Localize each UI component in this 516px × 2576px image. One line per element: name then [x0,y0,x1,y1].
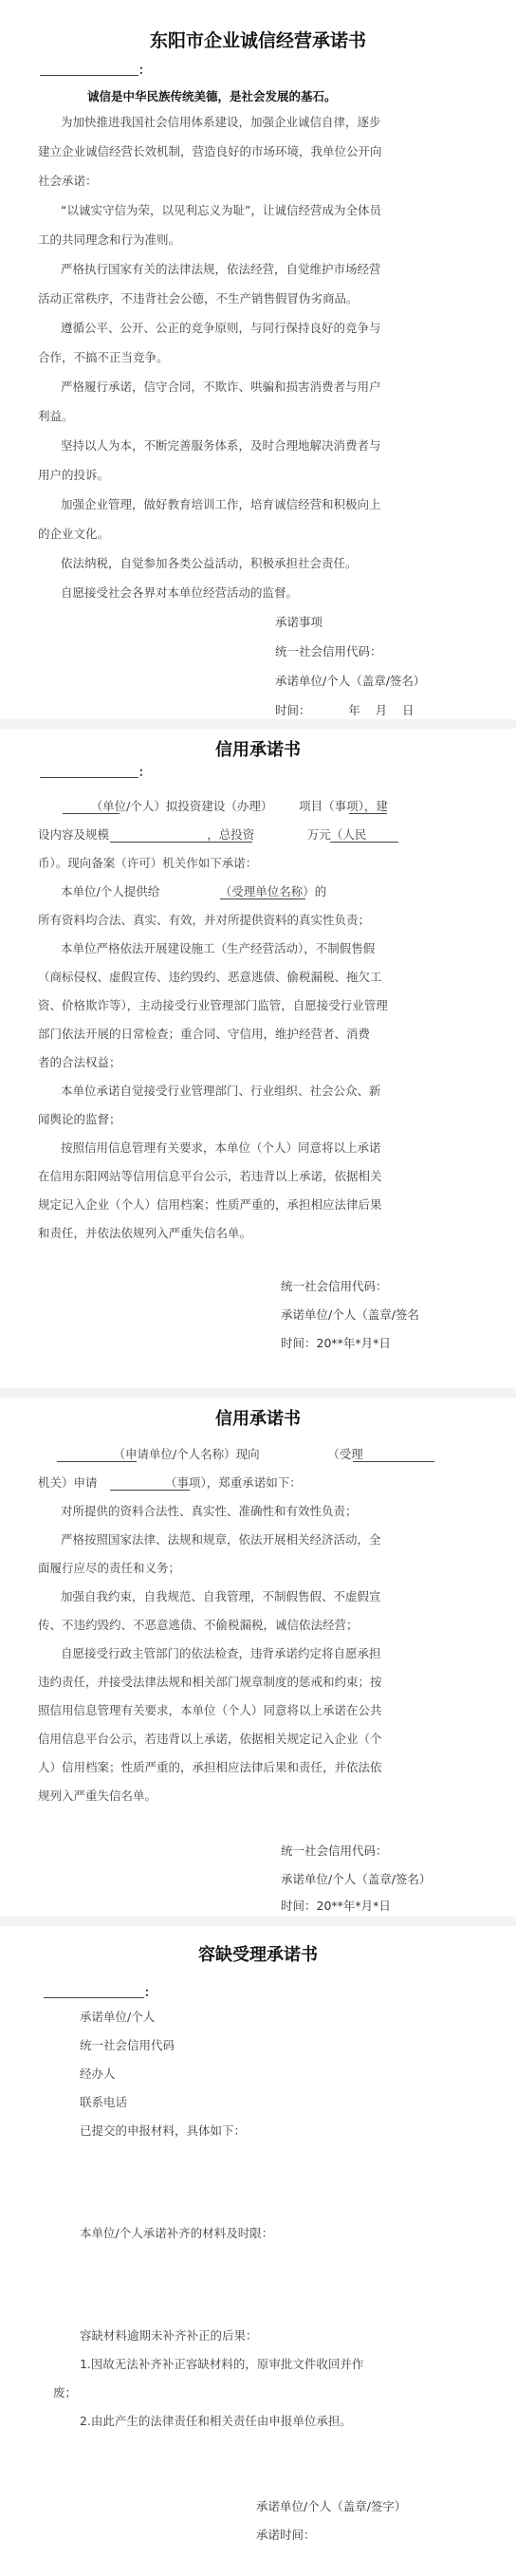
section2-line-7: 资、价格欺诈等），主动接受行业管理部门监管，自愿接受行业管理 [38,998,388,1012]
section2-line-11: 闻舆论的监督； [38,1112,121,1126]
section-integrity-pledge [0,0,516,719]
section1-sign-matter: 承诺事项 [275,615,323,629]
section4-line-1: 统一社会信用代码 [80,2038,175,2052]
section1-line-13: 用户的投诉。 [38,468,110,482]
section3-sign-credit-code: 统一社会信用代码： [281,1844,388,1858]
section2-addressee-colon: ： [138,765,151,779]
section4-line-0: 承诺单位/个人 [80,2010,156,2024]
section1-line-1: 为加快推进我国社会信用体系建设，加强企业诚信自律，逐步 [61,115,381,129]
section2-line-2: 币）。现向备案（许可）机关作如下承诺： [38,856,258,870]
section-credit-pledge-application [0,1398,516,1917]
section2-blank-project [349,813,387,814]
section1-line-17: 自愿接受社会各界对本单位经营活动的监督。 [61,585,299,600]
section3-line-1: 机关）申请 （事项），郑重承诺如下： [38,1475,302,1490]
section4-addressee-colon: ： [144,1985,157,1999]
section2-sign-unit: 承诺单位/个人（盖章/签名 [281,1307,419,1322]
section4-title: 容缺受理承诺书 [198,1945,318,1965]
section1-line-8: 遵循公平、公开、公正的竞争原则，与同行保持良好的竞争与 [61,321,381,335]
section4-line-8: 废； [53,2385,78,2400]
section2-sign-credit-code: 统一社会信用代码： [281,1279,388,1293]
section1-line-15: 的企业文化。 [38,527,110,541]
section4-line-2: 经办人 [80,2066,116,2081]
section3-sign-unit: 承诺单位/个人（盖章/签名） [281,1872,432,1886]
section4-line-9: 2.由此产生的法律责任和相关责任由申报单位承担。 [80,2414,352,2428]
section1-line-16: 依法纳税，自觉参加各类公益活动，积极承担社会责任。 [61,556,358,570]
section1-line-2: 建立企业诚信经营长效机制，营造良好的市场环境，我单位公开向 [38,144,382,158]
section1-line-3: 社会承诺： [38,174,98,188]
section1-sign-date: 时间： 年 月 日 [275,703,415,717]
section3-sign-date: 时间：20**年*月*日 [281,1899,391,1913]
section2-blank-scale [110,842,252,843]
section2-blank-investment [330,842,398,843]
section3-blank-applicant [57,1461,137,1462]
section2-line-10: 本单位承诺自觉接受行业管理部门、行业组织、社会公众、新 [61,1084,381,1098]
section3-line-6: 传、不违约毁约、不恶意逃债、不偷税漏税，诚信依法经营； [38,1618,359,1632]
section4-sign-date: 承诺时间： [256,2528,316,2542]
section3-line-10: 信用信息平台公示，若违背以上承诺，依据相关规定记入企业（个 [38,1732,382,1746]
section2-line-12: 按照信用信息管理有关要求，本单位（个人）同意将以上承诺 [61,1140,381,1155]
section4-addressee-blank [44,1997,144,1998]
section2-line-5: 本单位严格依法开展建设施工（生产经营活动），不制假售假 [61,941,376,955]
section3-title: 信用承诺书 [215,1409,301,1429]
section2-line-14: 规定记入企业（个人）信用档案；性质严重的，承担相应法律后果 [38,1197,382,1212]
section3-line-11: 人）信用档案；性质严重的，承担相应法律后果和责任，并依法依 [38,1760,382,1774]
section1-line-0: 诚信是中华民族传统美德，是社会发展的基石。 [87,89,337,103]
section1-line-12: 坚持以人为本，不断完善服务体系，及时合理地解决消费者与 [61,438,381,453]
section3-blank-authority [353,1461,434,1462]
section1-line-7: 活动正常秩序，不违背社会公德，不生产销售假冒伪劣商品。 [38,291,359,306]
section1-line-9: 合作，不搞不正当竞争。 [38,350,169,364]
section1-line-4: “以诚实守信为荣，以见利忘义为耻”，让诚信经营成为全体员 [61,203,381,217]
section3-line-2: 对所提供的资料合法性、真实性、准确性和有效性负责； [61,1504,358,1518]
section2-line-9: 者的合法权益； [38,1055,121,1069]
section4-line-6: 容缺材料逾期未补齐补正的后果： [80,2328,258,2343]
section3-line-0: （申请单位/个人名称）现向 （受理 [38,1447,363,1461]
section2-title: 信用承诺书 [215,740,301,760]
section2-addressee-blank [40,777,138,778]
section1-addressee-blank [40,75,138,76]
section-divider [0,1917,516,1926]
section-tolerance-acceptance-pledge [0,1926,516,2576]
section4-sign-unit: 承诺单位/个人（盖章/签字） [256,2499,407,2513]
section1-sign-credit-code: 统一社会信用代码： [275,644,382,658]
section1-line-5: 工的共同理念和行为准则。 [38,232,181,247]
section3-line-8: 违约责任，并接受法律法规和相关部门规章制度的惩戒和约束；按 [38,1675,382,1689]
section4-line-4: 已提交的申报材料，具体如下： [80,2123,247,2138]
section1-line-10: 严格履行承诺，信守合同，不欺诈、哄骗和损害消费者与用户 [61,380,381,394]
section2-line-3: 本单位/个人提供给 （受理单位名称）的 [61,884,327,899]
section1-line-14: 加强企业管理，做好教育培训工作，培育诚信经营和积极向上 [61,497,381,511]
section-divider [0,1388,516,1398]
section4-line-7: 1.因故无法补齐补正容缺材料的，原审批文件收回并作 [80,2357,364,2371]
section3-blank-matter [110,1490,190,1491]
section2-line-4: 所有资料均合法、真实、有效，并对所提供资料的真实性负责； [38,913,371,927]
section-credit-pledge-investment [0,729,516,1388]
section3-line-12: 规列入严重失信名单。 [38,1788,157,1803]
section1-line-6: 严格执行国家有关的法律法规，依法经营，自觉维护市场经营 [61,262,381,276]
section3-line-7: 自愿接受行政主管部门的依法检查，违背承诺约定将自愿承担 [61,1646,381,1660]
section2-line-0: （单位/个人）拟投资建设（办理） 项目（事项），建 [38,799,388,813]
section2-line-1: 设内容及规模 ，总投资 万元（人民 [38,827,367,842]
section2-sign-date: 时间：20**年*月*日 [281,1336,391,1350]
section2-line-15: 和责任，并依法依规列入严重失信名单。 [38,1226,252,1240]
section4-line-5: 本单位/个人承诺补齐的材料及时限： [80,2226,274,2240]
section3-line-5: 加强自我约束，自我规范、自我管理，不制假售假、不虚假宣 [61,1589,381,1603]
section3-line-3: 严格按照国家法律、法规和规章，依法开展相关经济活动，全 [61,1532,381,1547]
section2-line-8: 部门依法开展的日常检查；重合同、守信用，维护经营者、消费 [38,1027,371,1041]
section3-line-9: 照信用信息管理有关要求，本单位（个人）同意将以上承诺在公共 [38,1703,382,1717]
section3-line-4: 面履行应尽的责任和义务； [38,1561,181,1575]
section2-line-13: 在信用东阳网站等信用信息平台公示，若违背以上承诺，依据相关 [38,1169,382,1183]
section2-blank-applicant [63,813,120,814]
section1-title: 东阳市企业诚信经营承诺书 [149,30,366,51]
section1-sign-unit: 承诺单位/个人（盖章/签名） [275,674,426,688]
section-divider [0,719,516,729]
section4-line-3: 联系电话 [80,2095,128,2109]
section1-addressee-colon: ： [138,63,151,77]
section1-line-11: 利益。 [38,409,74,423]
section2-line-6: （商标侵权、虚假宣传、违约毁约、恶意逃债、偷税漏税、拖欠工 [38,970,382,984]
